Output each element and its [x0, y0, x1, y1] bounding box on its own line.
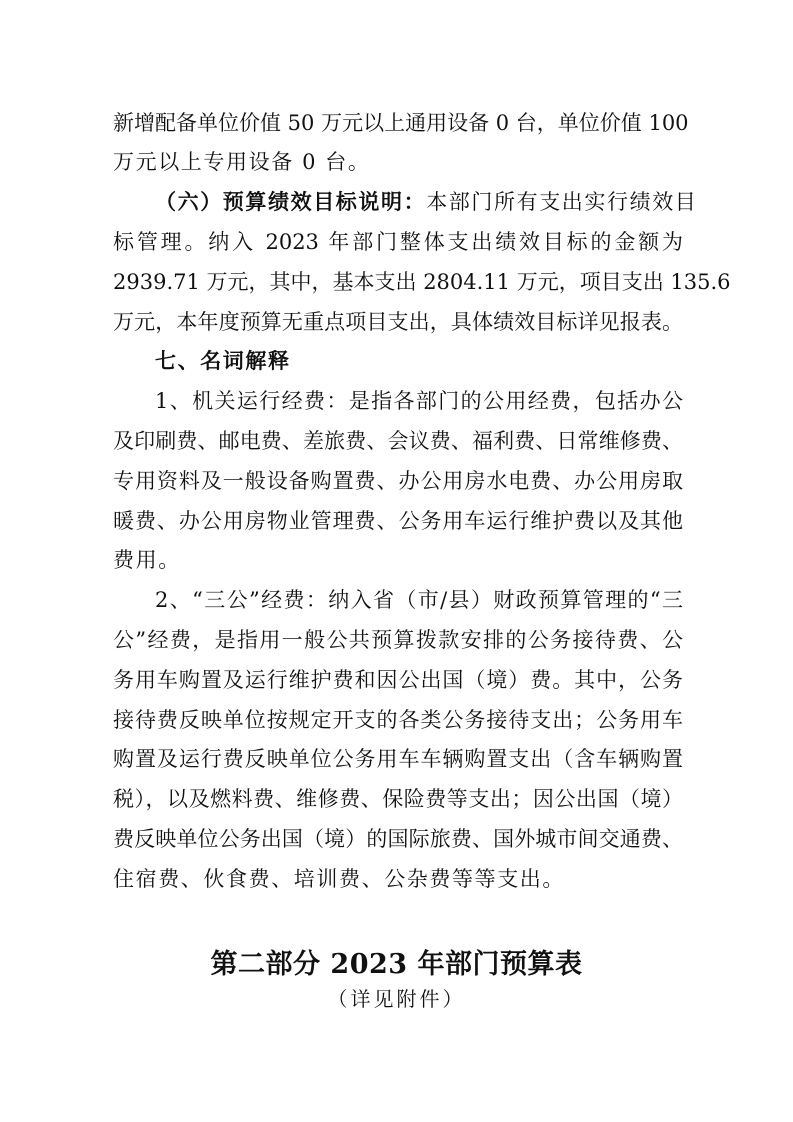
body-line: 新增配备单位价值 50 万元以上通用设备 0 台，单位价值 100: [113, 111, 689, 135]
body-line: 2939.71 万元，其中，基本支出 2804.11 万元，项目支出 135.6: [113, 270, 731, 294]
section-seven-heading: 七、名词解释: [155, 348, 291, 373]
body-line: 暖费、办公用房物业管理费、公务用车运行维护费以及其他: [113, 509, 683, 533]
body-line: 住宿费、伙食费、培训费、公杂费等等支出。: [113, 867, 565, 891]
section-six-line: [155, 182, 698, 222]
body-line: 万元，本年度预算无重点项目支出，具体绩效目标详见报表。: [113, 310, 683, 334]
section-six-text: 本部门所有支出实行绩效目: [426, 190, 698, 214]
body-line: 税），以及燃料费、维修费、保险费等支出；因公出国（境）: [113, 787, 683, 811]
body-line: 万元以上专用设备 0 台。: [113, 150, 371, 174]
body-line: 务用车购置及运行维护费和因公出国（境）费。其中，公务: [113, 668, 683, 692]
part-two-subtitle: （详见附件）: [327, 987, 466, 1011]
term-one-line: 1、机关运行经费：是指各部门的公用经费，包括办公: [155, 389, 683, 413]
part-two-title: 第二部分 2023 年部门预算表: [210, 949, 583, 980]
body-line: 购置及运行费反映单位公务用车车辆购置支出（含车辆购置: [113, 747, 683, 771]
body-line: 费反映单位公务出国（境）的国际旅费、国外城市间交通费、: [113, 827, 683, 851]
body-line: 标管理。纳入 2023 年部门整体支出绩效目标的金额为: [113, 230, 683, 254]
body-line: 费用。: [113, 548, 181, 572]
body-line: 公”经费，是指用一般公共预算拨款安排的公务接待费、公: [113, 628, 683, 652]
body-line: 接待费反映单位按规定开支的各类公务接待支出；公务用车: [113, 708, 683, 732]
term-two-line: 2、“三公”经费：纳入省（市/县）财政预算管理的“三: [155, 588, 683, 612]
body-line: 及印刷费、邮电费、差旅费、会议费、福利费、日常维修费、: [113, 429, 683, 453]
body-line: 专用资料及一般设备购置费、办公用房水电费、办公用房取: [113, 469, 683, 493]
section-six-heading: （六）预算绩效目标说明：: [155, 189, 427, 214]
